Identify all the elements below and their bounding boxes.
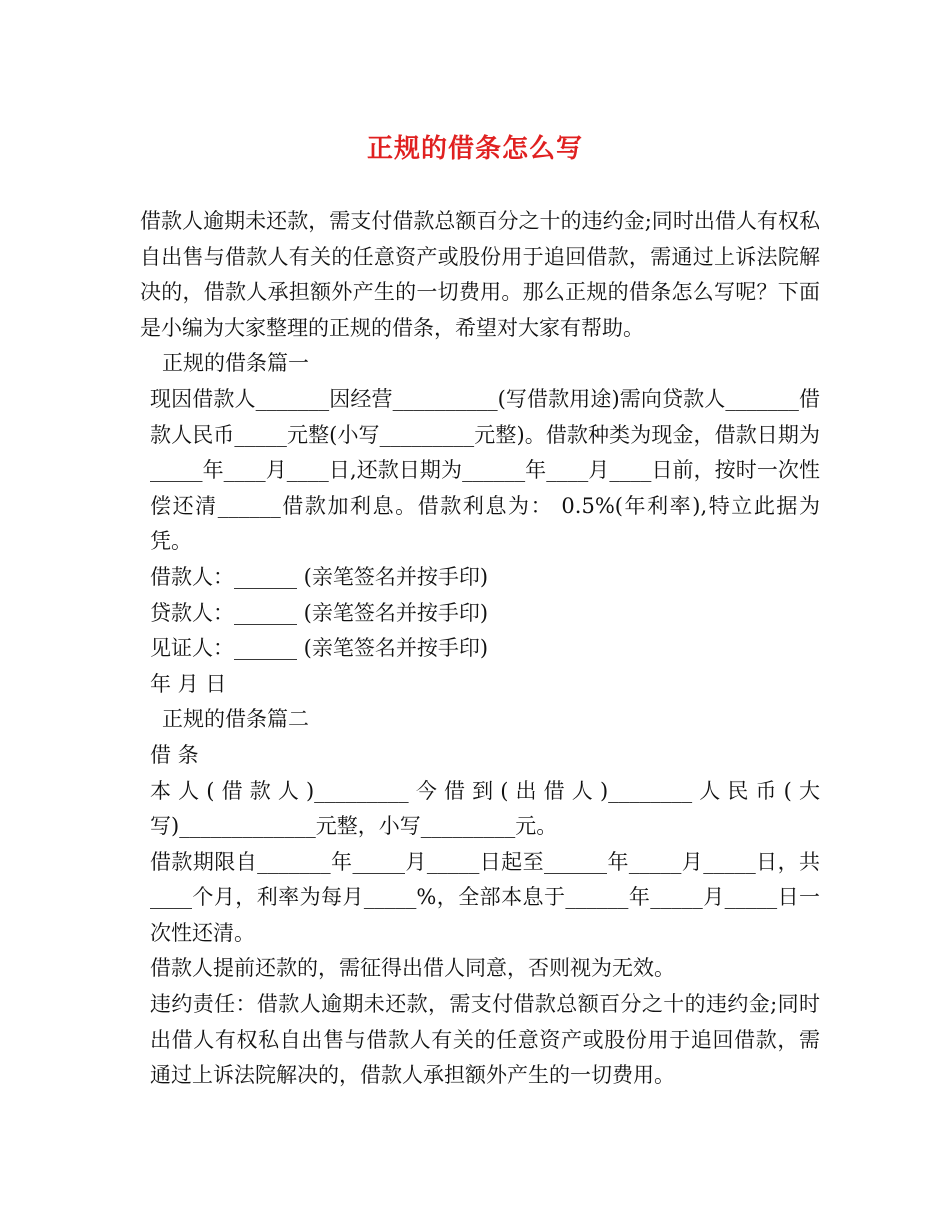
lender-signature-line: 贷款人：______ (亲笔签名并按手印)	[150, 600, 489, 625]
iou-2-early-repayment: 借款人提前还款的，需征得出借人同意，否则视为无效。	[150, 956, 675, 981]
iou-2-term: 借款期限自_______年_____月_____日起至______年_____月_____日，共____个月，利率为每月_____%，全部本息于______年_____月_____日一次性还清。	[150, 849, 820, 945]
date-line: 年 月 日	[150, 671, 227, 696]
intro-paragraph: 借款人逾期未还款，需支付借款总额百分之十的违约金;同时出借人有权私自出售与借款人有关的任意资产或股份用于追回借款，需通过上诉法院解决的，借款人承担额外产生的一切费用。那么正规的借条怎么写呢？下面是小编为大家整理的正规的借条，希望对大家有帮助。	[140, 209, 820, 340]
borrower-signature-line: 借款人：______ (亲笔签名并按手印)	[150, 564, 489, 589]
iou-1-body: 现因借款人_______因经营__________(写借款用途)需向贷款人_______借款人民币_____元整(小写_________元整)。借款种类为现金，借款日期为_____年____月____日,还款日期为______年____月____日前，按时一次性偿还清______借款加利息。借款利息为： 0.5%(年利率),特立此据为凭。	[150, 386, 820, 554]
section-heading-1: 正规的借条篇一	[162, 351, 309, 376]
iou-2-default-liability: 违约责任：借款人逾期未还款，需支付借款总额百分之十的违约金;同时出借人有权私自出售与借款人有关的任意资产或股份用于追回借款，需通过上诉法院解决的，借款人承担额外产生的一切费用。	[150, 992, 820, 1088]
iou-2-amount: 本人(借款人)_________今借到(出借人)________人民币(大写)_____________元整，小写_________元。	[150, 778, 820, 839]
document-title: 正规的借条怎么写	[366, 134, 583, 164]
document-body	[140, 204, 820, 1094]
section-heading-2: 正规的借条篇二	[162, 707, 309, 732]
iou-2-heading: 借 条	[150, 742, 199, 767]
witness-signature-line: 见证人：______ (亲笔签名并按手印)	[150, 636, 489, 661]
